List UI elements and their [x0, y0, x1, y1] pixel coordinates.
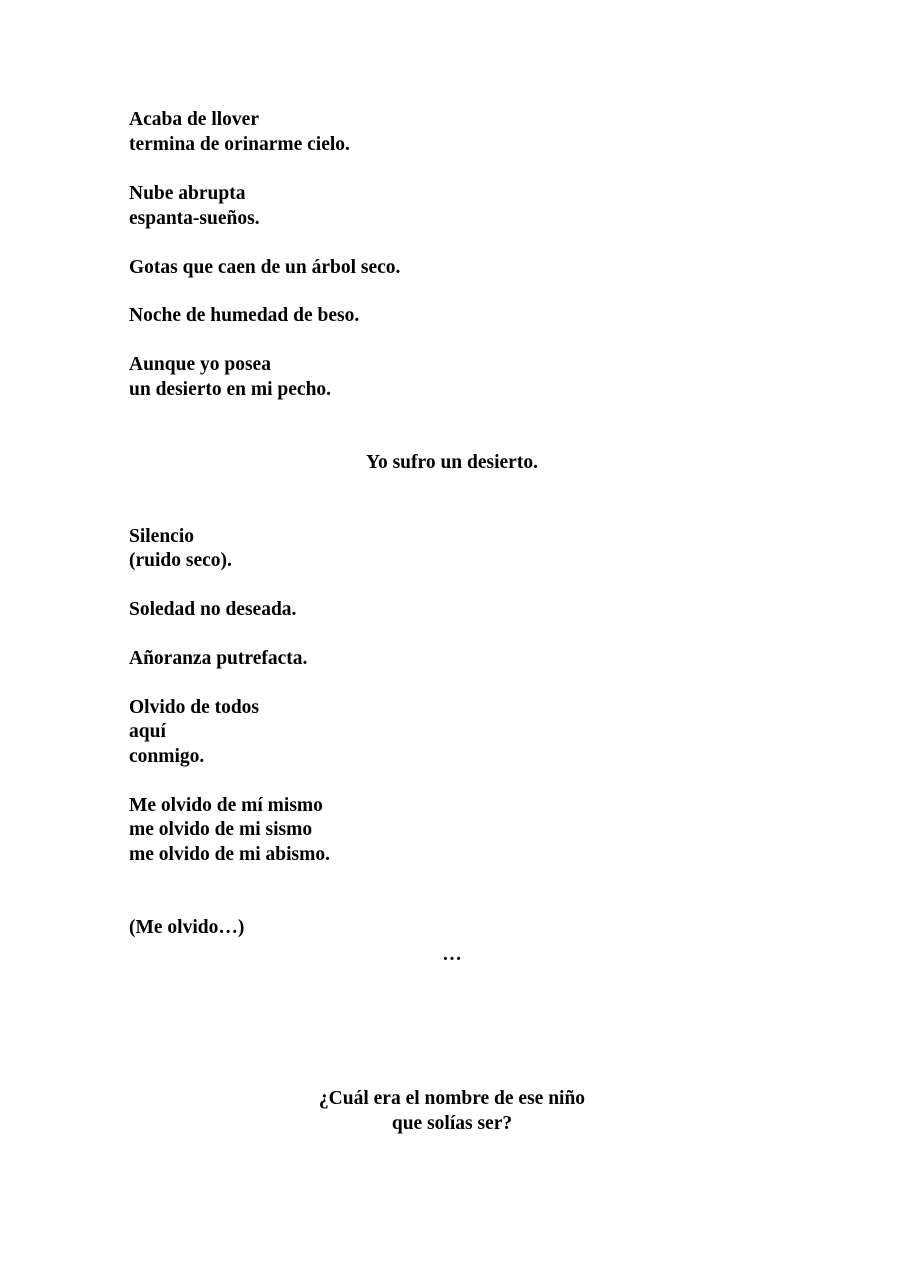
- ellipsis: …: [442, 944, 462, 965]
- poem-line: conmigo.: [129, 746, 205, 767]
- poem-line: Añoranza putrefacta.: [129, 648, 308, 669]
- poem-line: Noche de humedad de beso.: [129, 305, 360, 326]
- poem-line: Olvido de todos: [129, 697, 260, 718]
- poem-line: me olvido de mi abismo.: [129, 844, 330, 865]
- poem-line: (ruido seco).: [129, 550, 232, 571]
- poem-line: Soledad no deseada.: [129, 599, 297, 620]
- poem-line: Acaba de llover: [129, 109, 259, 130]
- poem-line: Aunque yo posea: [129, 354, 271, 375]
- closing-line: ¿Cuál era el nombre de ese niño: [318, 1088, 586, 1109]
- closing-line: que solías ser?: [391, 1113, 513, 1134]
- poem-line: me olvido de mi sismo: [129, 819, 313, 840]
- poem-line: Me olvido de mí mismo: [129, 795, 323, 816]
- poem-line: Gotas que caen de un árbol seco.: [129, 257, 401, 278]
- poem-line: (Me olvido…): [129, 917, 245, 938]
- centered-line: Yo sufro un desierto.: [366, 452, 538, 473]
- poem-line: un desierto en mi pecho.: [129, 379, 332, 400]
- poem-line: espanta-sueños.: [129, 208, 260, 229]
- poem-line: Nube abrupta: [129, 183, 246, 204]
- poem-line: Silencio: [129, 526, 195, 547]
- poem-line: termina de orinarme cielo.: [129, 134, 350, 155]
- poem-line: aquí: [129, 721, 166, 742]
